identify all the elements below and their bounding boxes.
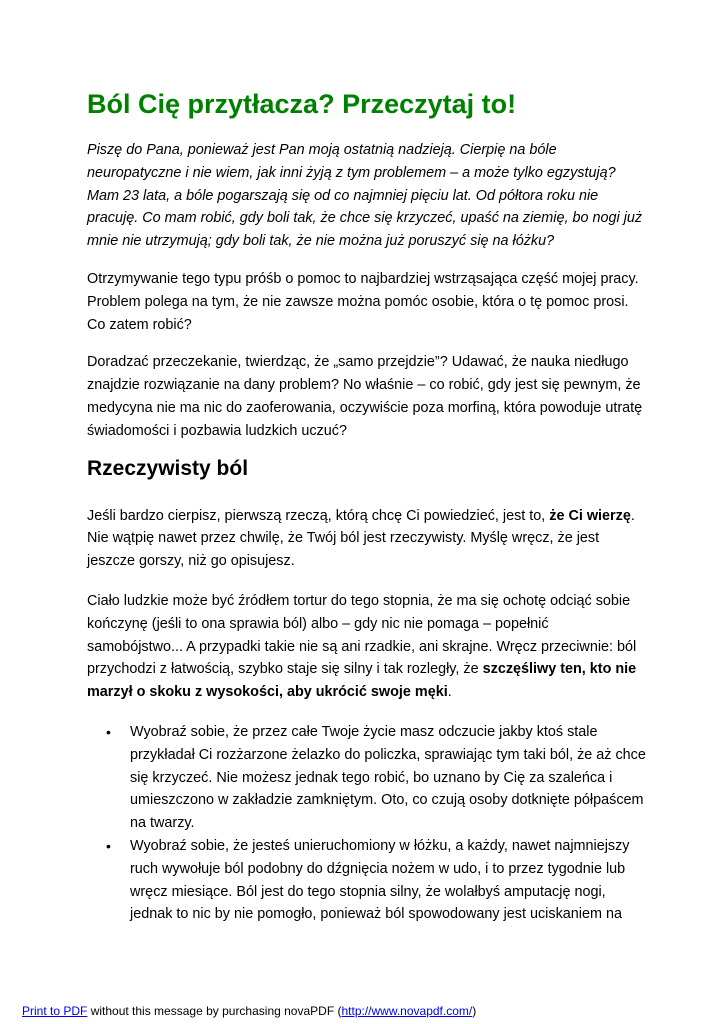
article — [87, 84, 647, 926]
paragraph-4-text-a: Ciało ludzkie może być źródłem tortur do tego stopnia, że ma się ochotę odciąć sobie kończynę (jeśli to ona sprawia ból) albo – gdy nic nie pomaga – popełnić samobójstwo... A przypadki takie nie są ani rzadkie, ani skrajne. Wręcz przeciwnie: ból przychodzi z łatwością, szybko staje się silny i tak rozległy, że — [87, 592, 637, 678]
novapdf-link[interactable]: http://www.novapdf.com/ — [341, 1004, 473, 1018]
paragraph-3-bold: że Ci wierzę — [549, 507, 631, 524]
footer-message — [22, 1003, 476, 1019]
section-heading: Rzeczywisty ból — [87, 456, 249, 480]
footer-text-1: without this message by purchasing novaPDF ( — [87, 1004, 342, 1018]
paragraph-3-text-b: . Nie wątpię nawet przez chwilę, że Twój ból jest rzeczywisty. Myślę wręcz, że jest jeszcze gorszy, niż go opisujesz. — [87, 507, 635, 570]
paragraph-4-text-b: . — [447, 684, 452, 701]
article-title: Ból Cię przytłacza? Przeczytaj to! — [87, 89, 517, 119]
list-item-text: Wyobraź sobie, że jesteś unieruchomiony w łóżku, a każdy, nawet najmniejszy ruch wywołuje ból podobny do dźgnięcia nożem w udo, i to przez tygodnie lub wręcz miesiące. Ból jest do tego stopnia silny, że wolałbyś amputację nogi, jednak to nic by nie pomogło, ponieważ ból spowodowany jest uciskaniem na — [130, 837, 630, 923]
intro-paragraph: Piszę do Pana, ponieważ jest Pan moją ostatnią nadzieją. Cierpię na bóle neuropatyczne i nie wiem, jak inni żyją z tym problemem – a może tylko egzystują? Mam 23 lata, a bóle pogarszają się od co najmniej pięciu lat. Od półtora roku nie pracuję. Co mam robić, gdy boli tak, że chce się krzyczeć, upaść na ziemię, bo nogi już mnie nie utrzymują; gdy boli tak, że nie można już poruszyć się na łóżku? — [87, 142, 643, 250]
paragraph-3 — [87, 505, 647, 573]
list-item — [87, 721, 647, 835]
bullet-icon: • — [106, 723, 111, 740]
print-to-pdf-link[interactable]: Print to PDF — [22, 1004, 88, 1018]
paragraph-4-bold: szczęśliwy ten, kto nie marzył o skoku z wysokości, aby ukrócić swoje męki — [87, 661, 637, 701]
bullet-icon: • — [106, 837, 111, 854]
bullet-list — [87, 721, 647, 926]
paragraph-3-text-a: Jeśli bardzo cierpisz, pierwszą rzeczą, którą chcę Ci powiedzieć, jest to, — [87, 507, 550, 524]
list-item-text: Wyobraź sobie, że przez całe Twoje życie masz odczucie jakby ktoś stale przykładał Ci rozżarzone żelazko do policzka, sprawiając tym taki ból, że aż chce się krzyczeć. Nie możesz jednak tego robić, bo uznano by Cię za szaleńca i umieszczono w zakładzie zamkniętym. Oto, co czują osoby dotknięte półpaścem na twarzy. — [130, 723, 646, 832]
paragraph-2: Doradzać przeczekanie, twierdząc, że „samo przejdzie”? Udawać, że nauka niedługo znajdzie rozwiązanie na dany problem? No właśnie – co robić, gdy jest się pewnym, że medycyna nie ma nic do zaoferowania, oczywiście poza morfiną, która powoduje utratę świadomości i pozbawia ludzkich uczuć? — [87, 354, 643, 439]
list-item — [87, 835, 647, 926]
footer-text-2: ) — [472, 1004, 477, 1018]
paragraph-1: Otrzymywanie tego typu próśb o pomoc to najbardziej wstrząsająca część mojej pracy. Problem polega na tym, że nie zawsze można pomóc osobie, która o tę pomoc prosi. Co zatem robić? — [87, 270, 639, 333]
paragraph-4 — [87, 590, 647, 704]
